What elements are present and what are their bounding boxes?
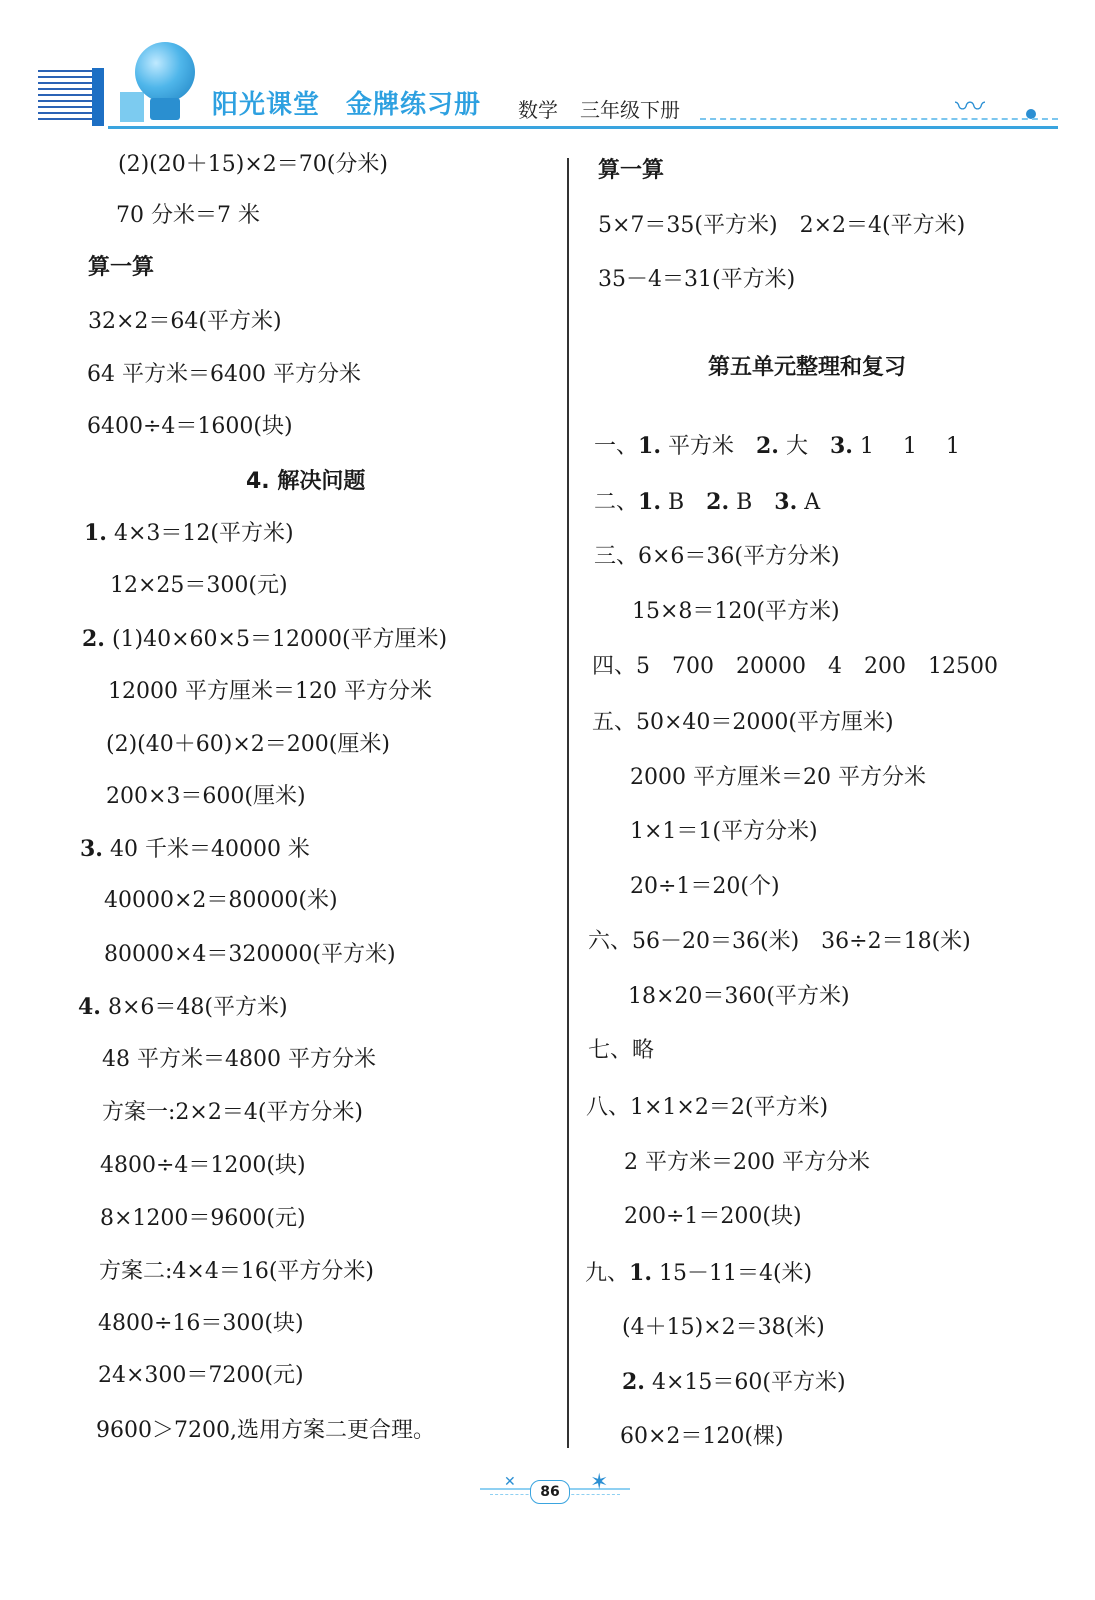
answer-text: A	[797, 490, 821, 515]
item-number: 1.	[84, 520, 107, 546]
answer-line: 70 分米＝7 米	[116, 203, 260, 228]
answer-line: 200÷1＝200(块)	[624, 1204, 802, 1229]
answer-line: 12×25＝300(元)	[110, 573, 288, 598]
subject: 数学	[518, 98, 558, 122]
answer-line	[622, 1371, 846, 1394]
answer-line: 64 平方米＝6400 平方分米	[87, 362, 361, 387]
answer-line: (2)(20＋15)×2＝70(分米)	[118, 152, 388, 177]
part-label: 九、	[585, 1261, 630, 1286]
answer-line: 8×1200＝9600(元)	[100, 1206, 306, 1231]
answer-line: (2)(40＋60)×2＝200(厘米)	[106, 732, 390, 757]
answer-line: 五、50×40＝2000(平方厘米)	[592, 710, 894, 735]
answer-line: 18×20＝360(平方米)	[628, 984, 850, 1009]
section-heading: 算一算	[598, 158, 665, 183]
brand-title	[212, 84, 481, 121]
item-number: 4.	[78, 994, 101, 1020]
answer-line: 35－4＝31(平方米)	[598, 267, 796, 292]
brand-left: 阳光课堂	[212, 90, 321, 120]
item-number: 3.	[829, 433, 853, 459]
item-number: 1.	[638, 433, 661, 459]
answer-text: 4×15＝60(平方米)	[644, 1370, 846, 1395]
book-icon	[120, 92, 144, 122]
answer-line: 20÷1＝20(个)	[630, 874, 780, 899]
section-heading: 第五单元整理和复习	[708, 355, 907, 380]
answer-line	[78, 996, 288, 1019]
answer-line: 4800÷4＝1200(块)	[100, 1153, 306, 1178]
answer-line: (4＋15)×2＝38(米)	[622, 1315, 825, 1340]
page-footer	[480, 1470, 630, 1514]
birds-icon: 〰	[955, 90, 985, 125]
item-number: 2.	[622, 1369, 645, 1395]
pinwheel-icon: ✶	[590, 1470, 609, 1495]
answer-line: 三、6×6＝36(平方分米)	[594, 544, 840, 569]
section-heading: 算一算	[88, 255, 155, 280]
answer-text: 平方米	[660, 434, 756, 459]
answer-line: 200×3＝600(厘米)	[106, 784, 306, 809]
answer-line: 1×1＝1(平方分米)	[630, 819, 818, 844]
answer-line: 4800÷16＝300(块)	[98, 1311, 304, 1336]
answer-line: 32×2＝64(平方米)	[88, 309, 282, 334]
answer-text: 大	[778, 434, 830, 459]
column-divider	[567, 158, 569, 1448]
answer-line: 方案二:4×4＝16(平方分米)	[99, 1259, 375, 1284]
header-dashed-line	[700, 118, 1058, 120]
item-number: 3.	[774, 489, 798, 515]
answer-line	[585, 1262, 812, 1285]
item-number: 1.	[629, 1260, 652, 1286]
answer-line: 60×2＝120(棵)	[620, 1424, 784, 1449]
answer-line: 5×7＝35(平方米) 2×2＝4(平方米)	[598, 213, 966, 238]
answer-text: B	[660, 490, 707, 515]
answer-line: 2 平方米＝200 平方分米	[624, 1150, 870, 1175]
answer-text: 8×6＝48(平方米)	[100, 995, 288, 1020]
part-label: 一、	[594, 434, 639, 459]
answer-text: 1 1 1	[852, 434, 960, 459]
answer-line: 六、56－20＝36(米) 36÷2＝18(米)	[588, 929, 971, 954]
answer-line: 6400÷4＝1600(块)	[87, 414, 293, 439]
section-heading: 4. 解决问题	[246, 469, 366, 494]
answer-line	[594, 491, 820, 514]
subject-label	[518, 94, 680, 123]
answer-line: 9600＞7200,选用方案二更合理。	[96, 1418, 435, 1443]
page-header	[0, 0, 1095, 150]
item-number: 2.	[755, 433, 779, 459]
brand-right: 金牌练习册	[346, 90, 482, 120]
answer-line: 2000 平方厘米＝20 平方分米	[630, 765, 926, 790]
globe-icon	[135, 42, 195, 102]
header-stripes	[38, 70, 100, 124]
answer-text: 4×3＝12(平方米)	[106, 521, 294, 546]
answer-line: 12000 平方厘米＝120 平方分米	[108, 679, 432, 704]
item-number: 2.	[82, 626, 105, 652]
answer-line	[594, 435, 960, 458]
answer-text: (1)40×60×5＝12000(平方厘米)	[104, 627, 448, 652]
answer-line: 80000×4＝320000(平方米)	[104, 942, 396, 967]
answer-line: 四、5 700 20000 4 200 12500	[592, 654, 998, 679]
answer-line: 48 平方米＝4800 平方分米	[102, 1047, 376, 1072]
sparkle-icon: ✕	[504, 1474, 516, 1490]
answer-line: 方案一:2×2＝4(平方分米)	[102, 1100, 364, 1125]
page-number: 86	[530, 1480, 570, 1504]
answer-line: 24×300＝7200(元)	[98, 1363, 304, 1388]
answer-text: 40 千米＝40000 米	[102, 837, 310, 862]
header-stripe-bar	[92, 68, 104, 126]
grade: 三年级下册	[580, 98, 680, 122]
answer-line	[82, 628, 447, 651]
answer-line: 40000×2＝80000(米)	[104, 888, 338, 913]
answer-line	[80, 838, 310, 861]
item-number: 1.	[638, 489, 661, 515]
item-number: 2.	[706, 489, 730, 515]
item-number: 3.	[80, 836, 103, 862]
answer-text: B	[729, 490, 775, 515]
answer-line: 八、1×1×2＝2(平方米)	[586, 1095, 829, 1120]
answer-text: 15－11＝4(米)	[651, 1261, 813, 1286]
answer-line: 15×8＝120(平方米)	[632, 599, 840, 624]
header-rule	[108, 126, 1058, 129]
answer-line	[84, 522, 294, 545]
globe-stand-icon	[150, 98, 180, 120]
answer-line: 七、略	[588, 1038, 655, 1063]
part-label: 二、	[594, 490, 639, 515]
